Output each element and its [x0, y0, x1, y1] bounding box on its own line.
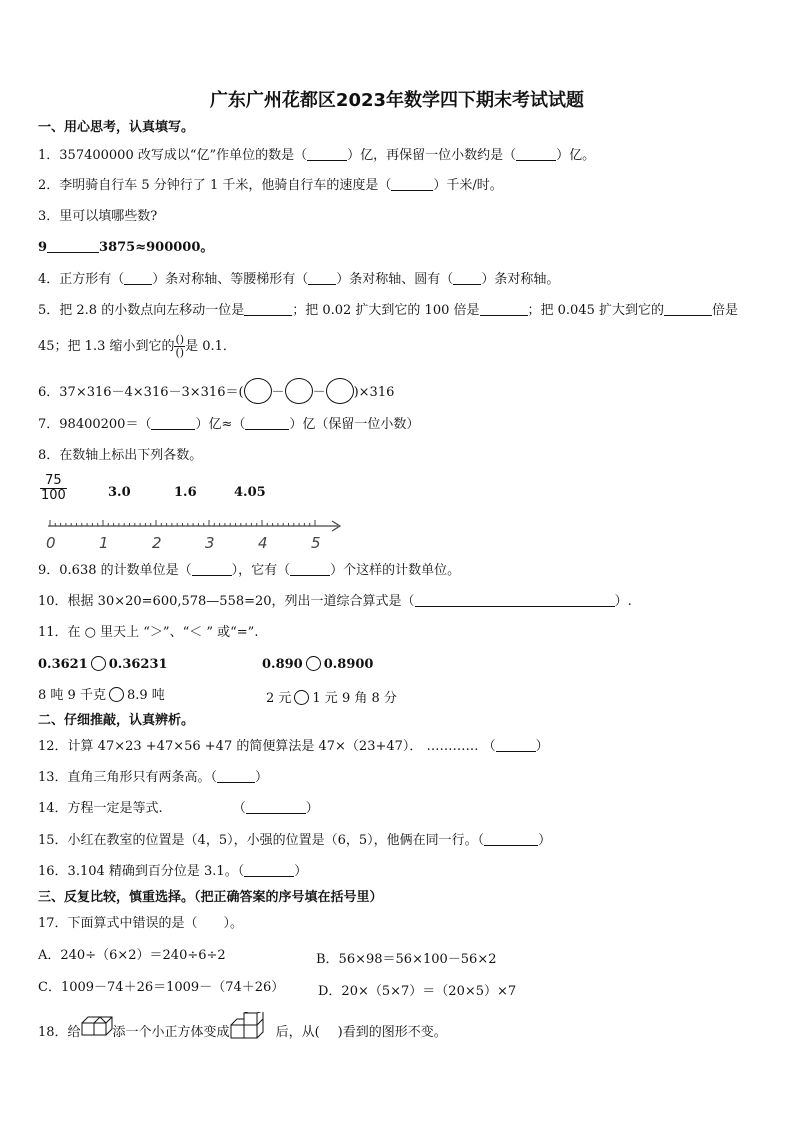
option-c[interactable]: C．1009－74＋26＝1009－（74＋26）	[38, 980, 285, 995]
option-a[interactable]: A．240÷（6×2）＝240÷6÷2	[38, 948, 226, 963]
section-3-heading: 三、反复比较，慎重选择。（把正确答案的序号填在括号里）	[38, 890, 383, 905]
answer-blank[interactable]	[484, 833, 538, 846]
answer-circle[interactable]	[285, 378, 313, 404]
question-4: 4．正方形有（ ）条对称轴、等腰梯形有（ ）条对称轴、圆有（ ）条对称轴。	[38, 272, 560, 287]
question-5: 5．把 2.8 的小数点向左移动一位是 ；把 0.02 扩大到它的 100 倍是 ；把 0.045 扩大到它的 倍是	[38, 303, 739, 318]
tick-label: 1	[99, 534, 109, 552]
tick-label: 5	[311, 534, 321, 552]
compare-item: 2 元 1 元 9 角 8 分	[266, 691, 397, 706]
compare-item: 0.3621 0.36231	[38, 657, 168, 672]
question-9: 9．0.638 的计数单位是（ ），它有（ ）个这样的计数单位。	[38, 563, 461, 578]
question-3-expression: 9 3875≈900000。	[38, 240, 214, 255]
answer-blank[interactable]	[244, 864, 294, 877]
question-5-line-2: 45；把 1.3 缩小到它的 $\frac{()}{()}$ 是 0.1．	[38, 333, 236, 360]
question-6: 6．37×316－4×316－3×316＝( － － )×316	[38, 378, 394, 404]
compare-circle[interactable]	[109, 687, 124, 702]
answer-blank[interactable]	[480, 303, 528, 316]
option-d[interactable]: D．20×（5×7）＝（20×5）×7	[318, 984, 517, 999]
answer-blank[interactable]	[496, 739, 536, 752]
answer-blank[interactable]	[516, 148, 556, 161]
number-4-05: 4.05	[234, 485, 266, 500]
answer-blank[interactable]	[47, 240, 99, 253]
number-line[interactable]	[40, 516, 350, 556]
tick-label: 4	[258, 534, 268, 552]
question-13: 13．直角三角形只有两条高。（ ）	[38, 770, 269, 785]
answer-blank[interactable]	[391, 178, 433, 191]
question-2: 2．李明骑自行车 5 分钟行了 1 千米，他骑自行车的速度是（ ）千米/时。	[38, 178, 503, 193]
option-b[interactable]: B．56×98＝56×100－56×2	[316, 952, 497, 967]
question-15: 15．小红在教室的位置是（4，5），小强的位置是（6，5），他俩在同一行。（ ）	[38, 833, 552, 848]
answer-blank[interactable]	[453, 272, 481, 285]
answer-blank[interactable]	[244, 303, 292, 316]
answer-circle[interactable]	[326, 378, 354, 404]
answer-blank[interactable]	[308, 272, 336, 285]
compare-item: 8 吨 9 千克 8.9 吨	[38, 688, 165, 703]
question-1: 1．357400000 改写成以“亿”作单位的数是（ ）亿，再保留一位小数约是（ ）亿。	[38, 148, 596, 163]
question-18: 18．给 添一个小正方体变成 后，从( )看到的图形不变。	[38, 1012, 447, 1044]
section-1-heading: 一、用心思考，认真填写。	[38, 120, 195, 135]
number-1-6: 1.6	[174, 485, 197, 500]
answer-blank[interactable]	[217, 770, 255, 783]
answer-blank[interactable]	[307, 148, 347, 161]
answer-blank[interactable]	[192, 563, 232, 576]
answer-blank[interactable]	[245, 417, 289, 430]
two-cubes-icon	[81, 1014, 113, 1044]
section-2-heading: 二、仔细推敲，认真辨析。	[38, 713, 195, 728]
question-3: 3．里可以填哪些数?	[38, 209, 158, 224]
answer-blank[interactable]	[415, 594, 615, 607]
compare-item: 0.890 0.8900	[262, 657, 374, 672]
tick-label: 0	[46, 534, 56, 552]
answer-blank[interactable]	[246, 801, 306, 814]
compare-circle[interactable]	[306, 656, 321, 671]
question-10: 10．根据 30×20=600,578—558=20，列出一道综合算式是（ ）.	[38, 594, 632, 609]
question-7: 7．98400200＝（ ）亿≈（ ）亿（保留一位小数）	[38, 417, 420, 432]
question-17: 17．下面算式中错误的是（ ）。	[38, 916, 244, 931]
three-cubes-icon	[230, 1012, 276, 1044]
question-12: 12．计算 47×23 +47×56 +47 的简便算法是 47×（23+47）． ………… （ ）	[38, 739, 549, 754]
page-title: 广东广州花都区2023年数学四下期末考试试题	[209, 90, 585, 111]
answer-circle[interactable]	[244, 378, 272, 404]
question-14: 14．方程一定是等式. （ ）	[38, 801, 319, 816]
compare-circle[interactable]	[294, 690, 309, 705]
number-75-over-100: $\frac{75}{100}$	[41, 473, 66, 504]
question-16: 16．3.104 精确到百分位是 3.1。（ ）	[38, 864, 308, 879]
number-3-0: 3.0	[108, 485, 131, 500]
compare-circle[interactable]	[91, 656, 106, 671]
tick-label: 3	[205, 534, 215, 552]
answer-blank[interactable]	[151, 417, 195, 430]
answer-blank[interactable]	[124, 272, 152, 285]
question-8: 8．在数轴上标出下列各数。	[38, 448, 203, 463]
answer-blank[interactable]	[664, 303, 712, 316]
answer-blank[interactable]	[290, 563, 330, 576]
tick-label: 2	[152, 534, 162, 552]
question-11: 11．在 ○ 里天上 “＞”、“＜ ” 或“=”.	[38, 625, 259, 640]
fraction: $\frac{()}{()}$	[175, 333, 185, 360]
